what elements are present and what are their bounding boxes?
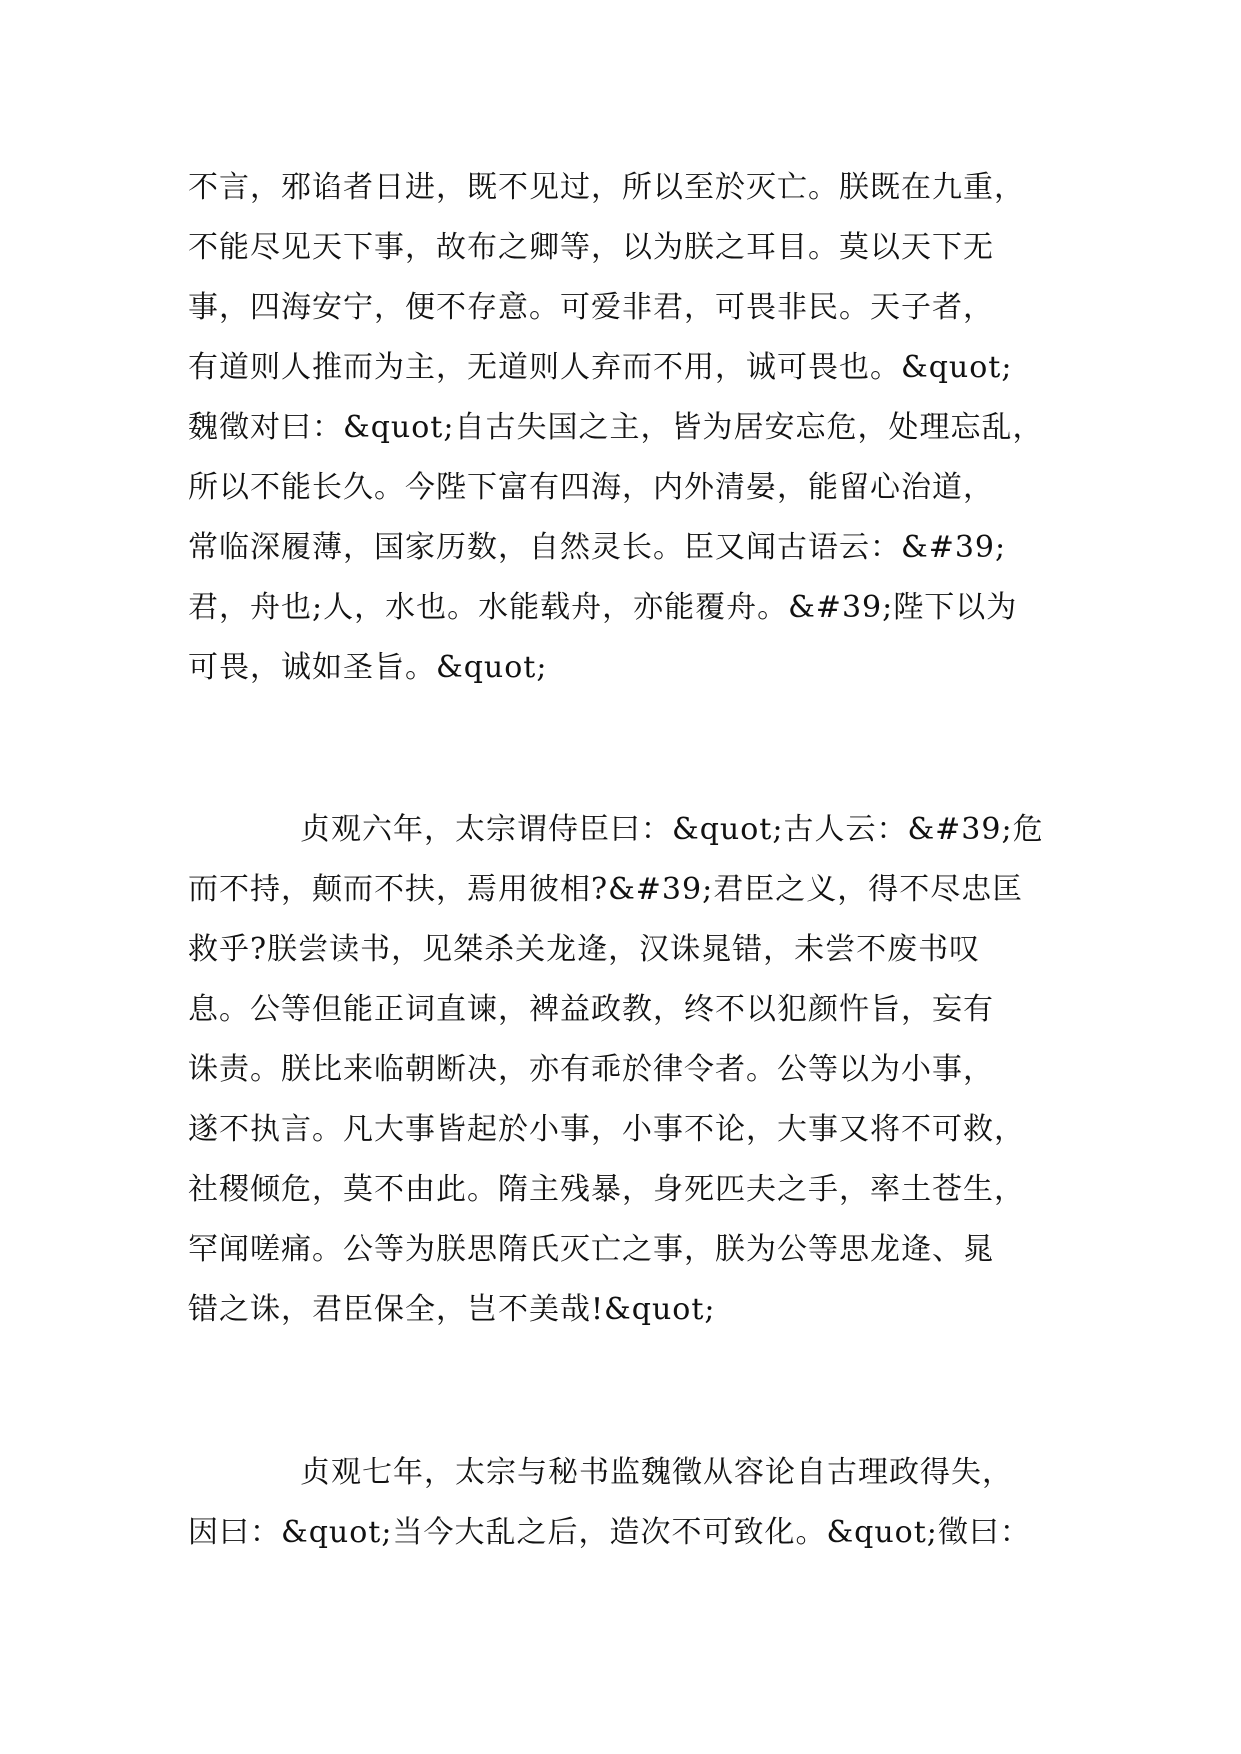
paragraph-continuation [188, 158, 1068, 698]
paragraph-zhenguan-six [188, 800, 1068, 1340]
text-line: 不言，邪谄者日进，既不见过，所以至於灭亡。朕既在九重， [188, 170, 1025, 205]
text-line-first: 贞观六年，太宗谓侍臣曰：&quot;古人云：&#39;危 [300, 812, 1044, 847]
text-line: 魏徵对曰：&quot;自古失国之主，皆为居安忘危，处理忘乱， [188, 410, 1044, 445]
text-line: 错之诛，君臣保全，岂不美哉!&quot; [188, 1292, 716, 1327]
text-line: 社稷倾危，莫不由此。隋主残暴，身死匹夫之手，率土苍生， [188, 1172, 1025, 1207]
text-line-first: 贞观七年，太宗与秘书监魏徵从容论自古理政得失， [300, 1455, 1013, 1490]
text-line: 息。公等但能正词直谏，裨益政教，终不以犯颜忤旨，妄有 [188, 992, 994, 1027]
text-line: 所以不能长久。今陛下富有四海，内外清晏，能留心治道， [188, 470, 994, 505]
text-line: 有道则人推而为主，无道则人弃而不用，诚可畏也。&quot; [188, 350, 1013, 385]
text-line: 常临深履薄，国家历数，自然灵长。臣又闻古语云：&#39; [188, 530, 1007, 565]
text-line: 可畏，诚如圣旨。&quot; [188, 650, 548, 685]
text-line: 不能尽见天下事，故布之卿等，以为朕之耳目。莫以天下无 [188, 230, 994, 265]
text-line: 救乎?朕尝读书，见桀杀关龙逄，汉诛晁错，未尝不废书叹 [188, 932, 981, 967]
text-line: 遂不执言。凡大事皆起於小事，小事不论，大事又将不可救， [188, 1112, 1025, 1147]
text-line: 事，四海安宁，便不存意。可爱非君，可畏非民。天子者， [188, 290, 994, 325]
text-line: 诛责。朕比来临朝断决，亦有乖於律令者。公等以为小事， [188, 1052, 994, 1087]
text-line: 因曰：&quot;当今大乱之后，造次不可致化。&quot;徵曰： [188, 1515, 1031, 1550]
paragraph-zhenguan-seven [188, 1443, 1068, 1563]
text-line: 君，舟也;人，水也。水能载舟，亦能覆舟。&#39;陛下以为 [188, 590, 1018, 625]
text-line: 罕闻嗟痛。公等为朕思隋氏灭亡之事，朕为公等思龙逄、晁 [188, 1232, 994, 1267]
text-line: 而不持，颠而不扶，焉用彼相?&#39;君臣之义，得不尽忠匡 [188, 872, 1024, 907]
